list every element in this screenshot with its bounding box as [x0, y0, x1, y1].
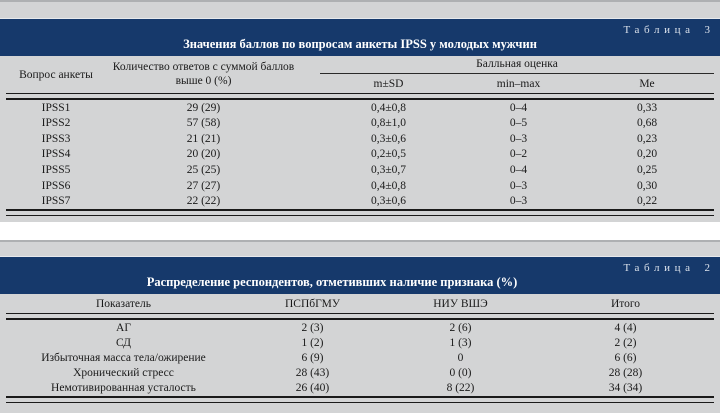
table-row	[6, 116, 714, 132]
col-header-total: Итого	[610, 297, 641, 310]
cell-minmax: 0–4	[509, 164, 528, 177]
table2	[6, 294, 714, 403]
cell-count: 27 (27)	[186, 179, 221, 192]
cell-total: 6 (6)	[614, 351, 637, 364]
cell-me: 0,20	[636, 148, 658, 161]
cell-pspbgmu: 2 (3)	[301, 321, 324, 334]
table-row	[6, 335, 714, 350]
cell-indicator: СД	[116, 336, 131, 349]
cell-me: 0,30	[636, 179, 658, 192]
cell-count: 57 (58)	[186, 117, 221, 130]
cell-indicator: Избыточная масса тела/ожирение	[41, 351, 206, 364]
table3-header-rule	[6, 93, 714, 100]
table-row	[6, 178, 714, 194]
table3-caption-band	[0, 18, 720, 56]
cell-minmax: 0–3	[509, 132, 528, 145]
cell-me: 0,33	[636, 101, 658, 114]
table-row	[6, 350, 714, 365]
cell-me: 0,23	[636, 132, 658, 145]
cell-me: 0,25	[636, 164, 658, 177]
col-header-me: Ме	[639, 77, 655, 90]
table3-bottom-rule	[6, 209, 714, 216]
cell-pspbgmu: 1 (2)	[301, 336, 324, 349]
col-header-msd: m±SD	[373, 77, 404, 90]
cell-question: IPSS2	[41, 117, 71, 130]
cell-count: 22 (22)	[186, 195, 221, 208]
table3	[6, 56, 714, 216]
cell-msd: 0,3±0,6	[370, 132, 407, 145]
cell-pspbgmu: 28 (43)	[295, 367, 330, 380]
cell-me: 0,22	[636, 195, 658, 208]
cell-minmax: 0–2	[509, 148, 528, 161]
cell-me: 0,68	[636, 117, 658, 130]
cell-msd: 0,2±0,5	[370, 148, 407, 161]
table2-header-rule	[6, 313, 714, 320]
cell-count: 29 (29)	[186, 101, 221, 114]
cell-indicator: Хронический стресс	[73, 367, 174, 380]
cell-msd: 0,3±0,6	[370, 195, 407, 208]
col-header-hse: НИУ ВШЭ	[433, 297, 488, 310]
cell-indicator: АГ	[116, 321, 131, 334]
col-header-indicator: Показатель	[95, 297, 152, 310]
cell-indicator: Немотивированная усталость	[51, 382, 196, 395]
table2-section	[0, 240, 720, 413]
cell-minmax: 0–3	[509, 195, 528, 208]
cell-total: 4 (4)	[614, 321, 637, 334]
table-row	[6, 320, 714, 335]
col-header-count-line2: выше 0 (%)	[175, 74, 232, 87]
col-header-question: Вопрос анкеты	[19, 68, 93, 81]
table-word: Таблица	[623, 262, 695, 274]
page-gap	[0, 222, 720, 240]
table-number: 3	[704, 24, 710, 36]
table-number: 2	[704, 262, 710, 274]
table2-caption-band	[0, 256, 720, 294]
cell-msd: 0,4±0,8	[370, 179, 407, 192]
cell-question: IPSS7	[41, 195, 71, 208]
table2-title: Распределение респондентов, отметивших наличие признака (%)	[146, 275, 518, 289]
cell-question: IPSS5	[41, 164, 71, 177]
table-row	[6, 193, 714, 209]
col-group-score	[320, 56, 714, 93]
cell-count: 25 (25)	[186, 164, 221, 177]
table3-title: Значения баллов по вопросам анкеты IPSS у молодых мужчин	[183, 37, 537, 51]
cell-pspbgmu: 26 (40)	[295, 382, 330, 395]
table2-header-row	[6, 294, 714, 313]
table3-header-row	[6, 56, 714, 93]
col-group-subheaders	[320, 74, 714, 93]
cell-total: 34 (34)	[608, 382, 643, 395]
cell-count: 21 (21)	[186, 132, 221, 145]
cell-minmax: 0–5	[509, 117, 528, 130]
table-row	[6, 147, 714, 163]
cell-minmax: 0–4	[509, 101, 528, 114]
col-group-score-title: Балльная оценка	[320, 56, 714, 74]
table-row	[6, 162, 714, 178]
cell-total: 2 (2)	[614, 336, 637, 349]
table3-caption-label	[623, 24, 710, 36]
cell-hse: 0 (0)	[449, 367, 472, 380]
table-row	[6, 366, 714, 381]
cell-hse: 0	[457, 351, 464, 364]
table-row	[6, 131, 714, 147]
cell-question: IPSS4	[41, 148, 71, 161]
col-header-count-line1: Количество ответов с суммой баллов	[112, 61, 295, 73]
cell-question: IPSS1	[41, 101, 71, 114]
cell-hse: 2 (6)	[449, 321, 472, 334]
table-row	[6, 381, 714, 396]
table2-bottom-rule	[6, 396, 714, 403]
col-header-count	[106, 56, 301, 93]
cell-question: IPSS6	[41, 179, 71, 192]
cell-hse: 1 (3)	[449, 336, 472, 349]
table2-caption-label	[623, 262, 710, 274]
table-word: Таблица	[623, 24, 695, 36]
col-header-pspbgmu: ПСПбГМУ	[285, 297, 340, 310]
cell-pspbgmu: 6 (9)	[301, 351, 324, 364]
cell-msd: 0,3±0,7	[370, 164, 407, 177]
table-row	[6, 100, 714, 116]
cell-hse: 8 (22)	[446, 382, 475, 395]
cell-msd: 0,4±0,8	[370, 101, 407, 114]
cell-msd: 0,8±1,0	[370, 117, 407, 130]
cell-count: 20 (20)	[186, 148, 221, 161]
cell-total: 28 (28)	[608, 367, 643, 380]
cell-question: IPSS3	[41, 132, 71, 145]
col-header-minmax: min–max	[496, 77, 541, 90]
cell-minmax: 0–3	[509, 179, 528, 192]
